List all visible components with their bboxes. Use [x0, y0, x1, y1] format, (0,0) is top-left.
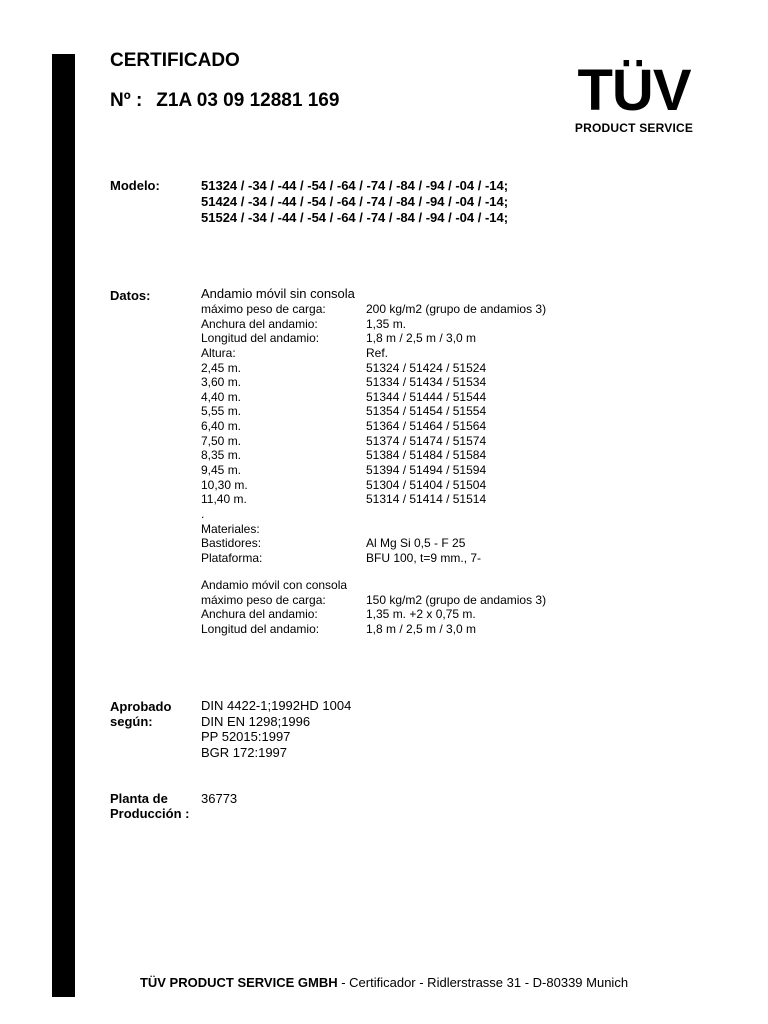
datos-section1-title: Andamio móvil sin consola [201, 286, 355, 301]
aprobado-label-line: Aprobado [110, 699, 172, 714]
planta-label [110, 791, 189, 821]
aprobado-label [110, 699, 171, 729]
standard-item: DIN 4422-1;1992HD 1004 [201, 698, 352, 713]
certificate-number-label: Nº : [110, 90, 143, 111]
data-row-value: 51314 / 51414 / 51514 [366, 492, 487, 507]
tuv-logo-subtitle: PRODUCT SERVICE [574, 121, 694, 135]
data-row-key: 11,40 m. [201, 492, 247, 507]
footer-company: TÜV PRODUCT SERVICE GMBH [139, 975, 338, 990]
data-row [201, 361, 546, 376]
data-row-value: 51344 / 51444 / 51544 [366, 389, 487, 404]
data-row [201, 607, 546, 622]
data-row-key: máximo peso de carga: [201, 592, 326, 607]
data-row [201, 478, 546, 493]
data-row-key: Altura: [201, 345, 236, 360]
data-row-value: Al Mg Si 0,5 - F 25 [366, 536, 466, 551]
data-row [201, 404, 546, 419]
data-row-key: 3,60 m. [201, 375, 242, 390]
data-row-key: 6,40 m. [201, 419, 242, 434]
modelo-line: 51524 / -34 / -44 / -54 / -64 / -74 / -84 / -94 / -04 / -14; [201, 210, 509, 225]
data-row-key: máximo peso de carga: [201, 302, 326, 316]
planta-value: 36773 [201, 791, 238, 806]
data-row-value: 51354 / 51454 / 51554 [366, 404, 487, 419]
data-row-key: Anchura del andamio: [201, 316, 318, 331]
modelo-label: Modelo: [110, 178, 160, 193]
data-row-key: Longitud del andamio: [201, 331, 320, 346]
data-row-key: Bastidores: [201, 536, 262, 551]
document-title: CERTIFICADO [110, 50, 240, 71]
data-row-key: 8,35 m. [201, 448, 242, 463]
modelo-line: 51424 / -34 / -44 / -54 / -64 / -74 / -84 / -94 / -04 / -14; [201, 194, 509, 209]
modelo-line: 51324 / -34 / -44 / -54 / -64 / -74 / -84 / -94 / -04 / -14; [201, 178, 509, 193]
data-row [201, 593, 546, 608]
standard-item: BGR 172:1997 [201, 744, 288, 760]
data-row-value: Ref. [366, 345, 389, 360]
data-row [201, 434, 546, 449]
data-row-value: 51384 / 51484 / 51584 [366, 448, 487, 463]
data-row-key: 5,55 m. [201, 404, 242, 419]
data-row-value: 1,35 m. [366, 316, 407, 331]
data-row [201, 463, 546, 478]
data-row-value: 51394 / 51494 / 51594 [366, 463, 487, 478]
footer-address: - Certificador - Ridlerstrasse 31 - D-80339 Munich [337, 975, 629, 990]
aprobado-label-line: según: [110, 714, 153, 729]
standard-item: DIN EN 1298;1996 [201, 713, 311, 729]
data-row-value: 51304 / 51404 / 51504 [366, 477, 487, 492]
data-row [201, 448, 546, 463]
data-row [201, 375, 546, 390]
data-row [201, 492, 546, 507]
data-row-value: 51374 / 51474 / 51574 [366, 433, 487, 448]
data-row-value: 51324 / 51424 / 51524 [366, 360, 487, 375]
data-row-key: 9,45 m. [201, 463, 242, 478]
data-row-key: Plataforma: [201, 550, 263, 565]
data-row-key: . [201, 506, 205, 521]
data-row [201, 390, 546, 405]
tuv-logo-mark: TÜV [577, 58, 691, 123]
standard-item: PP 52015:1997 [201, 729, 291, 744]
data-row [201, 536, 546, 551]
data-row-key: 2,45 m. [201, 360, 242, 375]
data-row [201, 507, 546, 522]
left-margin-bar [52, 54, 75, 997]
data-row [201, 578, 546, 593]
planta-label-line: Planta de [110, 791, 168, 806]
data-row [201, 419, 546, 434]
standards-list [201, 698, 351, 760]
data-row-key: 10,30 m. [201, 477, 248, 492]
data-row-value: 1,35 m. +2 x 0,75 m. [366, 607, 476, 622]
data-row-key: 4,40 m. [201, 389, 242, 404]
data-row-value: 51364 / 51464 / 51564 [366, 419, 487, 434]
data-row [201, 317, 546, 332]
data-row-value: 150 kg/m2 (grupo de andamios 3) [366, 592, 547, 607]
data-row [201, 346, 546, 361]
data-row-value: BFU 100, t=9 mm., 7- [366, 550, 482, 565]
data-row-value: 51334 / 51434 / 51534 [366, 375, 487, 390]
datos-section1-table [201, 302, 546, 566]
data-row [201, 622, 546, 637]
data-row-key: Materiales: [201, 521, 260, 536]
data-row [201, 331, 546, 346]
planta-label-line: Producción : [110, 806, 190, 821]
data-row-key: 7,50 m. [201, 433, 242, 448]
data-row [201, 522, 546, 537]
data-row [201, 551, 546, 566]
data-row [201, 302, 546, 317]
certificate-number-value: Z1A 03 09 12881 169 [156, 90, 340, 111]
tuv-logo [572, 60, 696, 135]
data-row-key: Anchura del andamio: [201, 607, 318, 622]
datos-label: Datos: [110, 288, 151, 303]
data-row-key: Longitud del andamio: [201, 621, 320, 636]
data-row-value: 1,8 m / 2,5 m / 3,0 m [366, 331, 477, 346]
data-row-value: 200 kg/m2 (grupo de andamios 3) [366, 302, 547, 316]
data-row-key: Andamio móvil con consola [201, 578, 348, 592]
modelo-list [201, 178, 508, 226]
datos-section2-table [201, 578, 546, 637]
footer [0, 975, 768, 990]
certificate-number [110, 90, 339, 112]
data-row-value: 1,8 m / 2,5 m / 3,0 m [366, 621, 477, 636]
